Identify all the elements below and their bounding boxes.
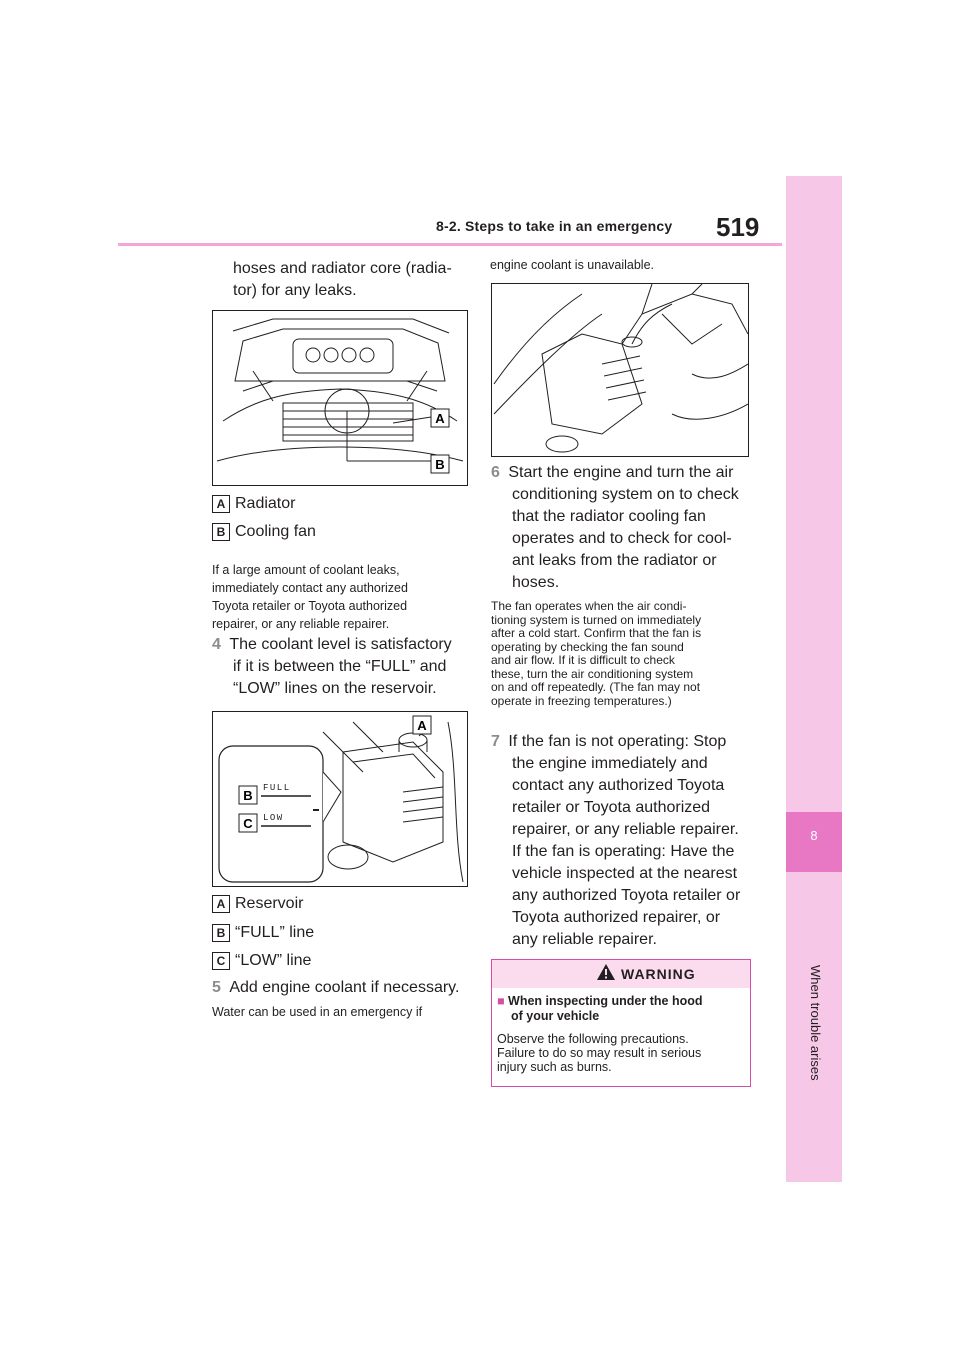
legend-key-a2: A bbox=[212, 895, 230, 913]
water-emergency-note-cont: engine coolant is unavailable. bbox=[490, 258, 655, 272]
figure-callout-b2: B bbox=[243, 788, 253, 803]
step-7: 7 If the fan is not operating: Stop the engine immediately and contact any authorized Toyota retailer or Toyota authorized repairer, or any reliable repairer. If the fan is operating: Have the vehicle inspected at the nearest any authorized Toyota retailer or Toyota authorized repairer, or any reliable repairer. bbox=[491, 733, 741, 948]
water-emergency-note: Water can be used in an emergency if bbox=[212, 1005, 423, 1019]
legend-low-line: C “LOW” line bbox=[212, 951, 311, 971]
warning-subtitle: ■ When inspecting under the hood of your vehicle bbox=[497, 994, 703, 1023]
intro-text-line1: hoses and radiator core (radia- bbox=[233, 260, 452, 277]
warning-text: Observe the following precautions. Failure to do so may result in serious injury such as burns. bbox=[497, 1032, 702, 1074]
intro-text-line2: tor) for any leaks. bbox=[233, 282, 357, 299]
add-coolant-figure bbox=[491, 283, 749, 457]
bullet-square-icon: ■ bbox=[497, 994, 505, 1008]
legend-radiator: A Radiator bbox=[212, 494, 295, 514]
warning-triangle-icon bbox=[596, 963, 616, 981]
full-line-marker: FULL bbox=[263, 783, 291, 793]
step-5-number: 5 bbox=[212, 979, 221, 996]
legend-cooling-fan: B Cooling fan bbox=[212, 522, 316, 542]
legend-key-b2: B bbox=[212, 924, 230, 942]
figure-callout-b: B bbox=[435, 457, 445, 472]
low-line-marker: LOW bbox=[263, 813, 284, 823]
step-5: 5 Add engine coolant if necessary. bbox=[212, 979, 460, 996]
reservoir-illustration bbox=[213, 712, 467, 886]
add-coolant-illustration bbox=[492, 284, 748, 456]
figure-callout-c: C bbox=[243, 816, 253, 831]
figure-callout-a2: A bbox=[417, 718, 427, 733]
engine-bay-illustration bbox=[213, 311, 467, 485]
warning-title: WARNING bbox=[621, 966, 696, 982]
engine-bay-figure bbox=[212, 310, 468, 486]
fan-operation-note: The fan operates when the air condi- tioning system is turned on immediately after a cold start. Confirm that the fan is operating by checking the fan sound and air flow. If it is difficult to check these, turn the air conditioning system on and off repeatedly. (The fan may not operate in freezing temperatures.) bbox=[491, 599, 702, 708]
legend-key-a: A bbox=[212, 495, 230, 513]
page-number: 519 bbox=[716, 212, 760, 242]
legend-key-c: C bbox=[212, 952, 230, 970]
section-title: 8-2. Steps to take in an emergency bbox=[436, 218, 673, 234]
reservoir-figure bbox=[212, 711, 468, 887]
step-6-number: 6 bbox=[491, 464, 500, 481]
header-rule bbox=[118, 243, 782, 246]
coolant-leak-note: If a large amount of coolant leaks, immediately contact any authorized Toyota retailer or Toyota authorized repairer, or any reliable repairer. bbox=[212, 563, 408, 631]
step-4-number: 4 bbox=[212, 636, 221, 653]
step-4: 4 The coolant level is satisfactory if it is between the “FULL” and “LOW” lines on the reservoir. bbox=[212, 636, 452, 697]
legend-key-b: B bbox=[212, 523, 230, 541]
legend-full-line: B “FULL” line bbox=[212, 923, 314, 943]
step-6: 6 Start the engine and turn the air conditioning system on to check that the radiator cooling fan operates and to check for cool- ant leaks from the radiator or hoses. bbox=[491, 464, 739, 591]
step-7-number: 7 bbox=[491, 733, 500, 750]
chapter-number: 8 bbox=[810, 828, 818, 843]
chapter-label: When trouble arises bbox=[808, 965, 823, 1081]
legend-reservoir: A Reservoir bbox=[212, 894, 303, 914]
figure-callout-a: A bbox=[435, 411, 445, 426]
